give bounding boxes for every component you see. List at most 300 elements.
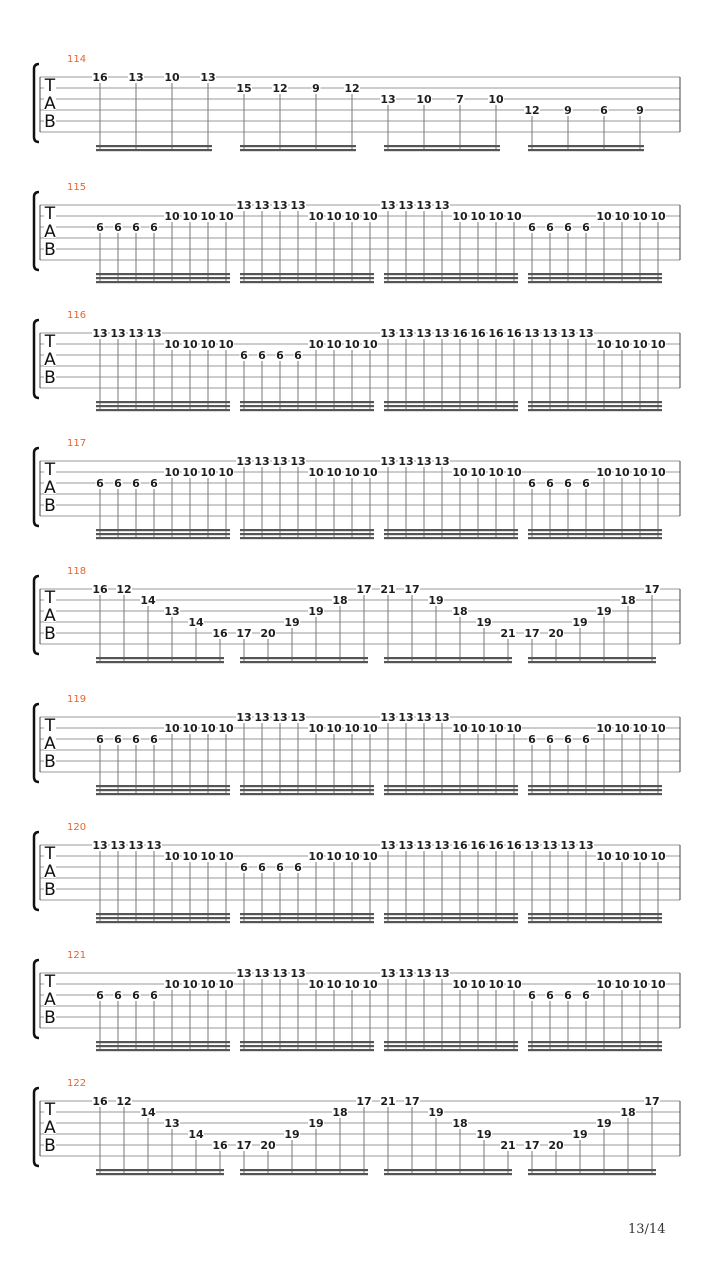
fret-number: 13: [272, 711, 288, 724]
measure-number: 115: [67, 182, 87, 193]
fret-number: 10: [470, 722, 486, 735]
fret-number: 10: [326, 210, 342, 223]
fret-number: 10: [614, 210, 630, 223]
fret-number: 10: [596, 978, 612, 991]
note-beam: [96, 537, 230, 539]
fret-number: 13: [380, 93, 396, 106]
measure-number: 116: [67, 310, 87, 321]
fret-number: 10: [632, 850, 648, 863]
note-beam: [528, 1173, 656, 1175]
fret-number: 13: [110, 839, 126, 852]
note-beam: [528, 401, 662, 403]
note-beam: [384, 785, 518, 787]
tab-system: [34, 54, 680, 151]
fret-number: 6: [528, 733, 536, 746]
fret-number: 6: [546, 477, 554, 490]
note-beam: [384, 281, 518, 283]
fret-number: 6: [96, 477, 104, 490]
measure-number: 118: [67, 566, 87, 577]
fret-number: 10: [326, 338, 342, 351]
fret-number: 10: [452, 466, 468, 479]
tab-clef-letter: T: [44, 972, 56, 992]
measure-number: 122: [67, 1078, 87, 1089]
note-beam: [528, 281, 662, 283]
fret-number: 6: [276, 349, 284, 362]
tab-clef-letter: A: [44, 862, 56, 882]
fret-number: 14: [188, 616, 204, 629]
fret-number: 13: [416, 711, 432, 724]
fret-number: 16: [92, 71, 108, 84]
fret-number: 10: [326, 466, 342, 479]
note-beam: [528, 405, 662, 407]
fret-number: 10: [344, 338, 360, 351]
fret-number: 13: [290, 199, 306, 212]
fret-number: 10: [632, 338, 648, 351]
fret-number: 10: [362, 210, 378, 223]
fret-number: 18: [332, 1106, 348, 1119]
fret-number: 6: [564, 477, 572, 490]
fret-number: 13: [146, 327, 162, 340]
system-bracket: [34, 1088, 39, 1166]
note-beam: [384, 409, 518, 411]
fret-number: 13: [236, 455, 252, 468]
fret-number: 6: [114, 221, 122, 234]
fret-number: 13: [290, 967, 306, 980]
fret-number: 19: [284, 1128, 300, 1141]
tab-clef-letter: B: [44, 1136, 56, 1156]
fret-number: 10: [614, 722, 630, 735]
fret-number: 20: [260, 1139, 276, 1152]
note-beam: [528, 537, 662, 539]
fret-number: 10: [488, 722, 504, 735]
tab-clef-letter: T: [44, 76, 56, 96]
note-beam: [528, 789, 662, 791]
note-beam: [96, 789, 230, 791]
fret-number: 10: [596, 466, 612, 479]
fret-number: 19: [572, 1128, 588, 1141]
measure-number: 119: [67, 694, 87, 705]
fret-number: 10: [326, 978, 342, 991]
note-beam: [384, 921, 518, 923]
measure-number: 120: [67, 822, 87, 833]
note-beam: [96, 1049, 230, 1051]
tab-clef-letter: B: [44, 496, 56, 516]
note-beam: [528, 145, 644, 147]
fret-number: 10: [470, 978, 486, 991]
note-beam: [96, 793, 230, 795]
fret-number: 19: [596, 1117, 612, 1130]
fret-number: 13: [254, 455, 270, 468]
fret-number: 13: [236, 967, 252, 980]
fret-number: 10: [452, 210, 468, 223]
fret-number: 17: [356, 1095, 372, 1108]
fret-number: 19: [308, 1117, 324, 1130]
fret-number: 10: [362, 850, 378, 863]
note-beam: [96, 401, 230, 403]
note-beam: [240, 789, 374, 791]
fret-number: 13: [398, 455, 414, 468]
fret-number: 10: [452, 978, 468, 991]
fret-number: 16: [488, 327, 504, 340]
fret-number: 13: [398, 327, 414, 340]
fret-number: 10: [488, 210, 504, 223]
tab-system: [34, 438, 680, 539]
fret-number: 17: [404, 583, 420, 596]
note-beam: [528, 533, 662, 535]
fret-number: 19: [572, 616, 588, 629]
fret-number: 19: [284, 616, 300, 629]
tab-clef-letter: B: [44, 240, 56, 260]
note-beam: [528, 1049, 662, 1051]
tab-system: [34, 182, 680, 283]
fret-number: 13: [416, 327, 432, 340]
fret-number: 16: [506, 839, 522, 852]
note-beam: [384, 537, 518, 539]
fret-number: 13: [398, 711, 414, 724]
fret-number: 10: [200, 978, 216, 991]
fret-number: 10: [164, 722, 180, 735]
fret-number: 6: [132, 733, 140, 746]
note-beam: [240, 1041, 374, 1043]
fret-number: 10: [164, 466, 180, 479]
fret-number: 6: [582, 733, 590, 746]
note-beam: [240, 785, 374, 787]
fret-number: 17: [404, 1095, 420, 1108]
fret-number: 6: [582, 477, 590, 490]
note-beam: [384, 277, 518, 279]
fret-number: 6: [546, 221, 554, 234]
fret-number: 10: [182, 210, 198, 223]
fret-number: 10: [488, 93, 504, 106]
fret-number: 17: [644, 583, 660, 596]
fret-number: 13: [380, 839, 396, 852]
fret-number: 10: [200, 210, 216, 223]
note-beam: [96, 661, 224, 663]
note-beam: [384, 657, 512, 659]
fret-number: 6: [564, 221, 572, 234]
fret-number: 10: [218, 722, 234, 735]
fret-number: 6: [546, 733, 554, 746]
fret-number: 10: [200, 466, 216, 479]
fret-number: 13: [578, 839, 594, 852]
tab-clef-letter: A: [44, 94, 56, 114]
note-beam: [96, 917, 230, 919]
note-beam: [96, 533, 230, 535]
note-beam: [384, 1169, 512, 1171]
fret-number: 10: [218, 210, 234, 223]
fret-number: 13: [128, 839, 144, 852]
fret-number: 10: [614, 850, 630, 863]
fret-number: 13: [380, 455, 396, 468]
fret-number: 10: [632, 210, 648, 223]
tab-system: [34, 310, 680, 411]
fret-number: 13: [434, 327, 450, 340]
note-beam: [384, 789, 518, 791]
note-beam: [96, 145, 212, 147]
fret-number: 13: [128, 71, 144, 84]
note-beam: [240, 533, 374, 535]
fret-number: 10: [650, 978, 666, 991]
fret-number: 13: [416, 839, 432, 852]
tab-clef-letter: A: [44, 222, 56, 242]
fret-number: 16: [92, 583, 108, 596]
fret-number: 20: [260, 627, 276, 640]
fret-number: 6: [114, 477, 122, 490]
fret-number: 6: [96, 733, 104, 746]
note-beam: [528, 529, 662, 531]
fret-number: 6: [294, 861, 302, 874]
fret-number: 13: [200, 71, 216, 84]
note-beam: [96, 273, 230, 275]
fret-number: 10: [164, 850, 180, 863]
fret-number: 10: [506, 978, 522, 991]
fret-number: 6: [528, 989, 536, 1002]
note-beam: [240, 1049, 374, 1051]
fret-number: 10: [182, 338, 198, 351]
fret-number: 10: [362, 978, 378, 991]
tab-clef-letter: A: [44, 350, 56, 370]
fret-number: 18: [332, 594, 348, 607]
note-beam: [384, 661, 512, 663]
fret-number: 13: [524, 327, 540, 340]
note-beam: [96, 1045, 230, 1047]
fret-number: 10: [182, 850, 198, 863]
fret-number: 9: [564, 104, 572, 117]
system-bracket: [34, 704, 39, 782]
fret-number: 10: [218, 978, 234, 991]
tab-clef-letter: B: [44, 112, 56, 132]
note-beam: [240, 273, 374, 275]
fret-number: 18: [620, 1106, 636, 1119]
note-beam: [96, 1169, 224, 1171]
fret-number: 10: [164, 338, 180, 351]
fret-number: 19: [596, 605, 612, 618]
tab-clef-letter: B: [44, 624, 56, 644]
fret-number: 19: [428, 1106, 444, 1119]
note-beam: [528, 1041, 662, 1043]
tab-system: [34, 566, 680, 663]
fret-number: 10: [182, 722, 198, 735]
note-beam: [96, 785, 230, 787]
note-beam: [384, 401, 518, 403]
fret-number: 21: [500, 627, 516, 640]
note-beam: [240, 1173, 368, 1175]
fret-number: 19: [308, 605, 324, 618]
note-beam: [240, 921, 374, 923]
fret-number: 6: [96, 989, 104, 1002]
tab-system: [34, 1078, 680, 1175]
tab-system: [34, 822, 680, 923]
fret-number: 13: [254, 711, 270, 724]
fret-number: 10: [218, 850, 234, 863]
fret-number: 7: [456, 93, 464, 106]
fret-number: 6: [132, 989, 140, 1002]
fret-number: 10: [164, 71, 180, 84]
tab-clef-letter: T: [44, 1100, 56, 1120]
tab-clef-letter: T: [44, 460, 56, 480]
fret-number: 13: [92, 327, 108, 340]
fret-number: 10: [416, 93, 432, 106]
fret-number: 13: [92, 839, 108, 852]
note-beam: [240, 657, 368, 659]
fret-number: 10: [200, 722, 216, 735]
note-beam: [96, 921, 230, 923]
fret-number: 13: [236, 711, 252, 724]
note-beam: [528, 785, 662, 787]
note-beam: [96, 409, 230, 411]
note-beam: [240, 145, 356, 147]
note-beam: [384, 1045, 518, 1047]
fret-number: 13: [272, 967, 288, 980]
note-beam: [240, 149, 356, 151]
fret-number: 13: [110, 327, 126, 340]
fret-number: 6: [528, 477, 536, 490]
fret-number: 6: [582, 989, 590, 1002]
fret-number: 10: [182, 466, 198, 479]
fret-number: 13: [272, 455, 288, 468]
note-beam: [384, 533, 518, 535]
fret-number: 13: [578, 327, 594, 340]
note-beam: [528, 277, 662, 279]
fret-number: 10: [326, 850, 342, 863]
fret-number: 6: [150, 989, 158, 1002]
fret-number: 10: [344, 466, 360, 479]
fret-number: 6: [150, 221, 158, 234]
tab-clef-letter: A: [44, 606, 56, 626]
tab-clef-letter: A: [44, 1118, 56, 1138]
fret-number: 6: [582, 221, 590, 234]
fret-number: 21: [380, 583, 396, 596]
fret-number: 10: [344, 850, 360, 863]
note-beam: [240, 537, 374, 539]
system-bracket: [34, 576, 39, 654]
fret-number: 6: [240, 349, 248, 362]
note-beam: [240, 913, 374, 915]
note-beam: [384, 913, 518, 915]
tab-clef-letter: T: [44, 716, 56, 736]
tab-clef-letter: B: [44, 880, 56, 900]
fret-number: 10: [470, 210, 486, 223]
fret-number: 13: [416, 967, 432, 980]
note-beam: [240, 661, 368, 663]
fret-number: 13: [128, 327, 144, 340]
fret-number: 10: [452, 722, 468, 735]
fret-number: 13: [380, 711, 396, 724]
note-beam: [96, 405, 230, 407]
fret-number: 6: [258, 861, 266, 874]
fret-number: 6: [114, 989, 122, 1002]
fret-number: 13: [164, 1117, 180, 1130]
note-beam: [384, 793, 518, 795]
note-beam: [528, 1045, 662, 1047]
fret-number: 12: [344, 82, 360, 95]
note-beam: [240, 281, 374, 283]
fret-number: 10: [362, 466, 378, 479]
note-beam: [384, 1173, 512, 1175]
fret-number: 6: [528, 221, 536, 234]
fret-number: 10: [488, 466, 504, 479]
fret-number: 6: [240, 861, 248, 874]
tab-clef-letter: B: [44, 752, 56, 772]
note-beam: [528, 1169, 656, 1171]
fret-number: 10: [308, 466, 324, 479]
fret-number: 13: [434, 839, 450, 852]
fret-number: 17: [524, 1139, 540, 1152]
fret-number: 6: [600, 104, 608, 117]
fret-number: 15: [236, 82, 252, 95]
fret-number: 14: [140, 1106, 156, 1119]
fret-number: 20: [548, 627, 564, 640]
fret-number: 16: [212, 1139, 228, 1152]
system-bracket: [34, 192, 39, 270]
fret-number: 6: [564, 733, 572, 746]
fret-number: 13: [290, 455, 306, 468]
fret-number: 13: [398, 199, 414, 212]
fret-number: 13: [542, 327, 558, 340]
fret-number: 10: [596, 850, 612, 863]
fret-number: 13: [290, 711, 306, 724]
note-beam: [384, 917, 518, 919]
fret-number: 6: [564, 989, 572, 1002]
fret-number: 6: [150, 477, 158, 490]
page-number: 13/14: [628, 1222, 666, 1237]
note-beam: [96, 281, 230, 283]
note-beam: [528, 921, 662, 923]
fret-number: 12: [116, 1095, 132, 1108]
note-beam: [240, 1169, 368, 1171]
fret-number: 13: [164, 605, 180, 618]
fret-number: 17: [236, 1139, 252, 1152]
fret-number: 17: [524, 627, 540, 640]
tab-clef-letter: B: [44, 1008, 56, 1028]
fret-number: 13: [398, 839, 414, 852]
fret-number: 10: [650, 466, 666, 479]
note-beam: [240, 1045, 374, 1047]
measure-number: 121: [67, 950, 87, 961]
note-beam: [384, 405, 518, 407]
fret-number: 18: [620, 594, 636, 607]
fret-number: 10: [218, 338, 234, 351]
note-beam: [96, 529, 230, 531]
fret-number: 16: [470, 839, 486, 852]
fret-number: 12: [272, 82, 288, 95]
fret-number: 10: [326, 722, 342, 735]
fret-number: 10: [614, 466, 630, 479]
fret-number: 13: [416, 455, 432, 468]
fret-number: 13: [254, 967, 270, 980]
fret-number: 10: [632, 722, 648, 735]
fret-number: 13: [236, 199, 252, 212]
fret-number: 13: [560, 839, 576, 852]
fret-number: 14: [188, 1128, 204, 1141]
tab-clef-letter: T: [44, 204, 56, 224]
note-beam: [528, 409, 662, 411]
fret-number: 17: [356, 583, 372, 596]
fret-number: 13: [434, 967, 450, 980]
fret-number: 10: [650, 210, 666, 223]
system-bracket: [34, 448, 39, 526]
fret-number: 19: [476, 1128, 492, 1141]
fret-number: 13: [524, 839, 540, 852]
fret-number: 6: [132, 221, 140, 234]
tab-clef-letter: B: [44, 368, 56, 388]
fret-number: 13: [434, 711, 450, 724]
note-beam: [384, 1041, 518, 1043]
tab-clef-letter: T: [44, 588, 56, 608]
fret-number: 12: [524, 104, 540, 117]
note-beam: [528, 793, 662, 795]
note-beam: [240, 529, 374, 531]
